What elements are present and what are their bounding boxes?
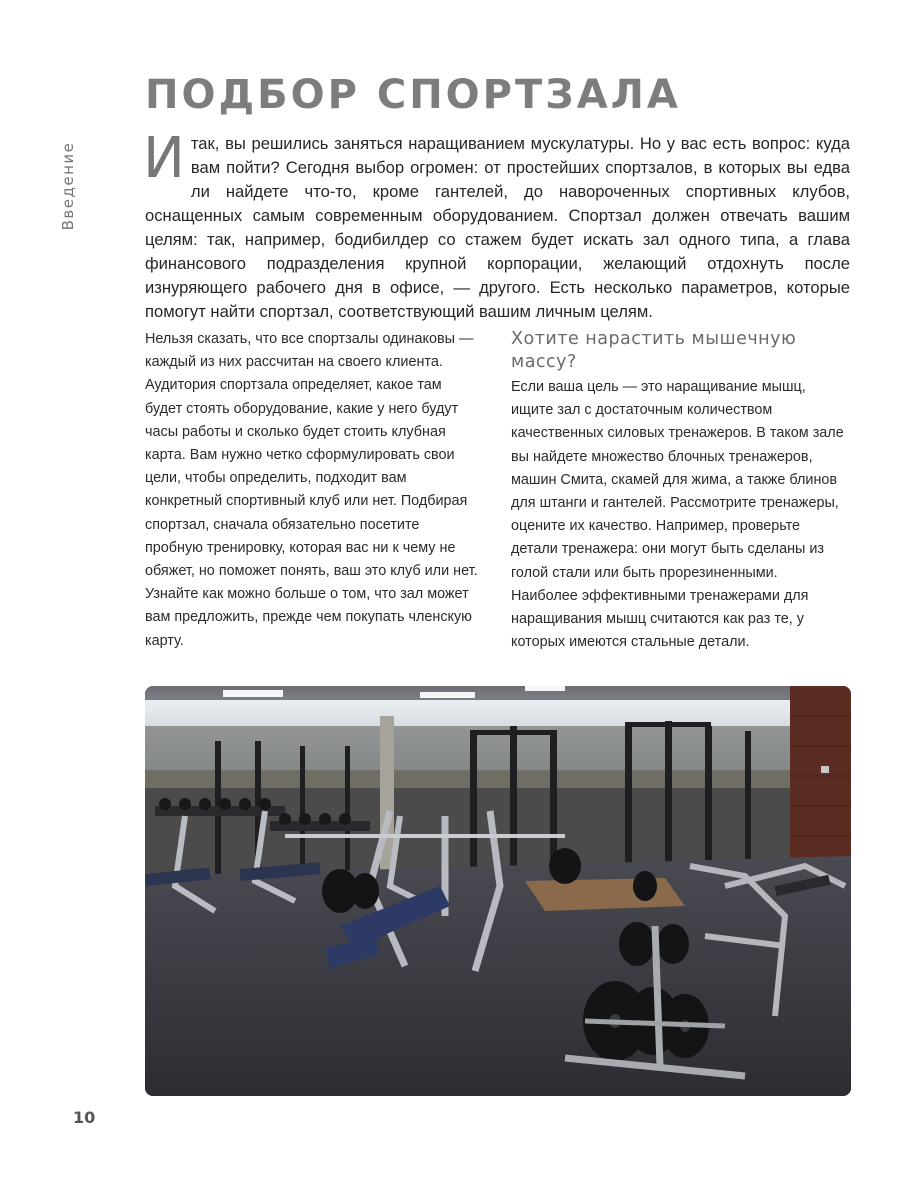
intro-paragraph [143,126,850,324]
left-column [145,328,481,653]
page-number: 10 [73,1108,96,1127]
intro-text: так, вы решились заняться наращиванием мускулатуры. Но у вас есть вопрос: куда вам пойти? Сегодня выбор огромен: от простейших спортзалов, в которых вы едва ли найдете что-то, кроме гантелей, до навороченных спортивных клубов, оснащенных самым современным оборудованием. Спортзал должен отвечать вашим целям: так, например, бодибилдер со стажем будет искать зал одного типа, а глава финансового подразделения крупной корпорации, желающий отдохнуть после изнуряющего рабочего дня в офисе, — другого. Есть несколько параметров, которые помогут найти спортзал, соответствующий вашим личным целям. [145,134,850,321]
page-title: ПОДБОР СПОРТЗАЛА [145,72,681,118]
gym-photo [145,686,851,1096]
gym-photo-illustration [145,686,851,1096]
right-column [511,328,847,654]
section-label [56,140,80,232]
left-column-text: Нельзя сказать, что все спортзалы одинаковы — каждый из них рассчитан на своего клиента. Аудитория спортзала определяет, какое там будет стоять оборудование, какие у него будут часы работы и сколько будет стоить клубная карта. Вам нужно четко сформулировать свои цели, чтобы определить, подходит вам конкретный спортивный клуб или нет. Подбирая спортзал, сначала обязательно посетите пробную тренировку, которая вас ни к чему не обяжет, но поможет понять, ваш это клуб или нет. Узнайте как можно больше о том, что зал может вам предложить, прежде чем покупать членскую карту. [145,331,478,649]
drop-cap: И [143,126,185,191]
section-subheading: Хотите нарастить мышечную массу? [511,329,797,372]
section-label-text: Введение [59,141,77,231]
right-column-text: Если ваша цель — это наращивание мышц, ищите зал с достаточным количеством качественных силовых тренажеров. В таком зале вы найдете множество блочных тренажеров, машин Смита, скамей для жима, а также блинов для штанги и гантелей. Рассмотрите тренажеры, оцените их качество. Например, проверьте детали тренажера: они могут быть сделаны из голой стали или быть прорезиненными. Наиболее эффективными тренажерами для наращивания мышц считаются как раз те, у которых имеются стальные детали. [511,379,844,651]
